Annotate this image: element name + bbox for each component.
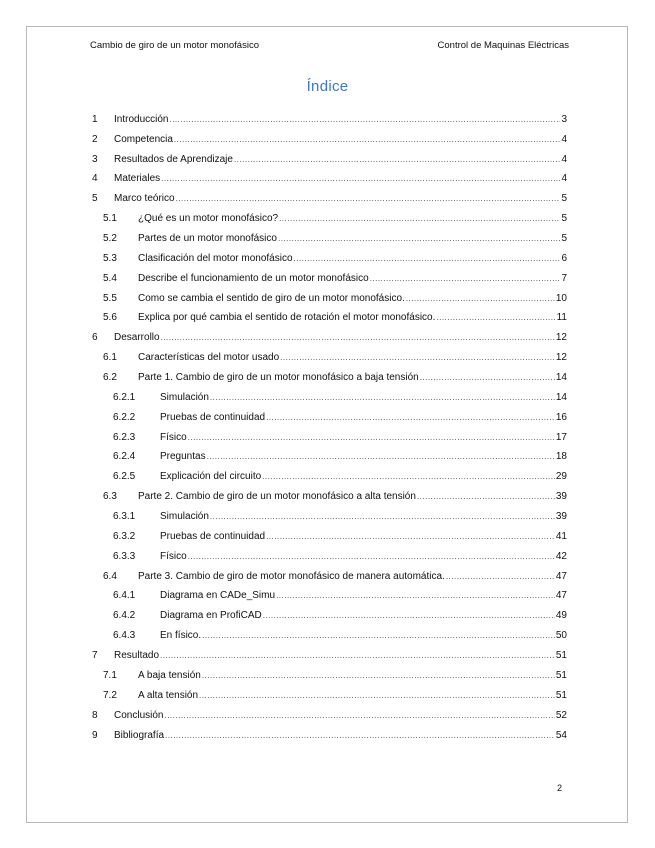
toc-entry-number: 6.1 [103,352,117,364]
toc-entry-title: ¿Qué es un motor monofásico? [138,213,279,225]
toc-entry[interactable] [92,622,567,642]
toc-entry-number: 6.4 [103,570,117,582]
toc-entry-title: Materiales [114,173,161,185]
toc-entry-number: 6.2 [103,372,117,384]
toc-entry-title: Partes de un motor monofásico [138,233,277,245]
toc-entry[interactable] [92,463,567,483]
toc-entry-title: Características del motor usado [138,352,280,364]
toc-entry-number: 8 [92,709,98,721]
toc-entry[interactable] [92,444,567,464]
toc-entry[interactable] [92,662,567,682]
toc-entry-title: Explica por qué cambia el sentido de rotación el motor monofásico. [138,312,436,324]
toc-entry[interactable] [92,602,567,622]
toc-entry-title: Pruebas de continuidad [160,530,266,542]
toc-entry-page: 4 [561,133,567,145]
toc-entry-number: 1 [92,113,98,125]
toc-leader-dots [279,213,560,225]
toc-entry[interactable] [92,682,567,702]
toc-entry-number: 5.5 [103,292,117,304]
toc-entry-title: Pruebas de continuidad [160,411,266,423]
toc-leader-dots [266,412,555,424]
toc-leader-dots [160,650,555,662]
toc-entry[interactable] [92,543,567,563]
toc-entry-number: 5.2 [103,233,117,245]
page-number: 2 [556,783,562,793]
toc-entry-number: 6.2.1 [113,391,136,403]
toc-entry-number: 7.1 [103,669,117,681]
toc-entry-number: 5.4 [103,272,117,284]
toc-entry-title: Simulación [160,511,209,523]
toc-entry-page: 54 [555,729,567,741]
toc-entry-title: Desarrollo [114,332,160,344]
toc-leader-dots [174,134,561,146]
toc-entry-page: 11 [556,312,567,324]
toc-entry-page: 7 [561,272,567,284]
toc-entry[interactable] [92,483,567,503]
toc-entry-number: 6.4.1 [113,590,136,602]
toc-entry-title: Clasificación del motor monofásico [138,252,293,264]
toc-entry[interactable] [92,424,567,444]
toc-entry-number: 6.3.1 [113,511,136,523]
toc-leader-dots [169,114,560,126]
toc-entry-page: 52 [555,709,567,721]
toc-leader-dots [446,571,555,583]
toc-entry-page: 6 [561,252,567,264]
toc-leader-dots [210,511,555,523]
toc-leader-dots [202,630,555,642]
toc-entry[interactable] [92,225,567,245]
toc-entry-title: Introducción [114,113,169,125]
toc-leader-dots [278,233,560,245]
toc-leader-dots [234,154,560,166]
toc-leader-dots [176,193,561,205]
toc-entry-title: Competencia [114,133,173,145]
toc-entry-title: A alta tensión [138,689,199,701]
toc-leader-dots [280,352,555,364]
toc-entry[interactable] [92,384,567,404]
toc-entry-page: 10 [555,292,567,304]
toc-entry[interactable] [92,146,567,166]
toc-entry[interactable] [92,563,567,583]
toc-entry-number: 6.2.2 [113,411,136,423]
toc-entry-page: 16 [555,411,567,423]
toc-leader-dots [370,273,561,285]
toc-entry-title: Parte 2. Cambio de giro de un motor monofásico a alta tensión [138,491,416,503]
toc-entry-number: 5 [92,193,98,205]
toc-entry-number: 6 [92,332,98,344]
toc-entry-page: 4 [561,153,567,165]
toc-entry-page: 12 [555,332,567,344]
toc-entry-number: 6.2.4 [113,451,136,463]
toc-entry-title: Como se cambia el sentido de giro de un motor monofásico. [138,292,405,304]
toc-leader-dots [161,173,560,185]
toc-entry-title: Resultados de Aprendizaje [114,153,233,165]
toc-leader-dots [161,332,555,344]
toc-entry-title: Físico [160,431,187,443]
toc-entry-page: 51 [555,650,567,662]
toc-leader-dots [263,610,555,622]
toc-entry-page: 17 [555,431,567,443]
toc-entry-title: Conclusión [114,709,164,721]
toc-leader-dots [417,491,555,503]
toc-entry-title: En físico. [160,630,202,642]
toc-entry-page: 39 [555,511,567,523]
toc-entry-page: 5 [561,213,567,225]
toc-entry-number: 6.3.3 [113,550,136,562]
toc-entry-title: Parte 1. Cambio de giro de un motor monofásico a baja tensión [138,372,419,384]
toc-entry[interactable] [92,305,567,325]
table-of-contents [92,106,567,742]
toc-entry-page: 51 [555,669,567,681]
toc-entry-title: Explicación del circuito [160,471,262,483]
toc-leader-dots [199,690,555,702]
toc-leader-dots [165,730,555,742]
toc-entry-page: 14 [555,372,567,384]
toc-leader-dots [202,670,555,682]
toc-entry[interactable] [92,205,567,225]
toc-entry-page: 50 [555,630,567,642]
toc-entry-number: 5.3 [103,252,117,264]
toc-entry-page: 29 [555,471,567,483]
toc-leader-dots [276,590,555,602]
toc-entry-title: Preguntas [160,451,206,463]
toc-entry-number: 9 [92,729,98,741]
toc-entry-page: 18 [555,451,567,463]
toc-entry[interactable] [92,166,567,186]
toc-leader-dots [188,432,555,444]
toc-entry-title: Resultado [114,650,160,662]
toc-entry[interactable] [92,642,567,662]
toc-entry[interactable] [92,265,567,285]
toc-entry-title: Diagrama en CADe_Simu [160,590,276,602]
toc-leader-dots [207,451,555,463]
toc-entry[interactable] [92,722,567,742]
toc-entry-number: 6.3 [103,491,117,503]
toc-entry-title: Simulación [160,391,209,403]
toc-leader-dots [294,253,561,265]
header-left: Cambio de giro de un motor monofásico [90,40,259,51]
toc-entry[interactable] [92,285,567,305]
toc-entry-page: 42 [555,550,567,562]
toc-entry[interactable] [92,245,567,265]
toc-entry-number: 4 [92,173,98,185]
toc-entry-title: Diagrama en ProfiCAD [160,610,262,622]
toc-entry[interactable] [92,364,567,384]
toc-entry-number: 5.6 [103,312,117,324]
toc-entry-number: 6.3.2 [113,530,136,542]
toc-entry[interactable] [92,583,567,603]
toc-entry-title: Parte 3. Cambio de giro de motor monofásico de manera automática. [138,570,445,582]
toc-leader-dots [210,392,555,404]
toc-entry[interactable] [92,185,567,205]
toc-entry[interactable] [92,106,567,126]
toc-entry-number: 6.4.2 [113,610,136,622]
toc-title: Índice [306,78,349,95]
toc-entry-title: Marco teórico [114,193,175,205]
toc-leader-dots [406,293,555,305]
toc-entry-page: 47 [555,590,567,602]
toc-entry-number: 3 [92,153,98,165]
toc-entry-page: 47 [555,570,567,582]
toc-entry-page: 14 [555,391,567,403]
toc-entry-page: 12 [555,352,567,364]
toc-entry-page: 3 [561,113,567,125]
toc-entry-page: 39 [555,491,567,503]
toc-entry-number: 5.1 [103,213,117,225]
header-right: Control de Maquinas Eléctricas [437,40,569,51]
toc-entry-page: 49 [555,610,567,622]
toc-entry-title: Físico [160,550,187,562]
toc-entry-number: 2 [92,133,98,145]
toc-entry-page: 5 [561,193,567,205]
toc-entry[interactable] [92,324,567,344]
toc-entry-number: 6.4.3 [113,630,136,642]
toc-leader-dots [188,551,555,563]
toc-entry[interactable] [92,126,567,146]
toc-entry[interactable] [92,523,567,543]
toc-entry-title: Describe el funcionamiento de un motor monofásico [138,272,369,284]
toc-entry-number: 7 [92,650,98,662]
toc-entry-page: 4 [561,173,567,185]
toc-leader-dots [266,531,555,543]
toc-entry[interactable] [92,404,567,424]
toc-entry-page: 51 [555,689,567,701]
toc-leader-dots [420,372,555,384]
toc-entry-page: 5 [561,233,567,245]
toc-entry-title: A baja tensión [138,669,201,681]
toc-leader-dots [262,471,555,483]
toc-entry-number: 6.2.3 [113,431,136,443]
toc-entry-number: 7.2 [103,689,117,701]
toc-entry[interactable] [92,344,567,364]
toc-entry-number: 6.2.5 [113,471,136,483]
toc-entry[interactable] [92,503,567,523]
toc-entry[interactable] [92,702,567,722]
toc-entry-title: Bibliografía [114,729,165,741]
toc-leader-dots [436,312,555,324]
toc-leader-dots [164,710,554,722]
toc-entry-page: 41 [555,530,567,542]
